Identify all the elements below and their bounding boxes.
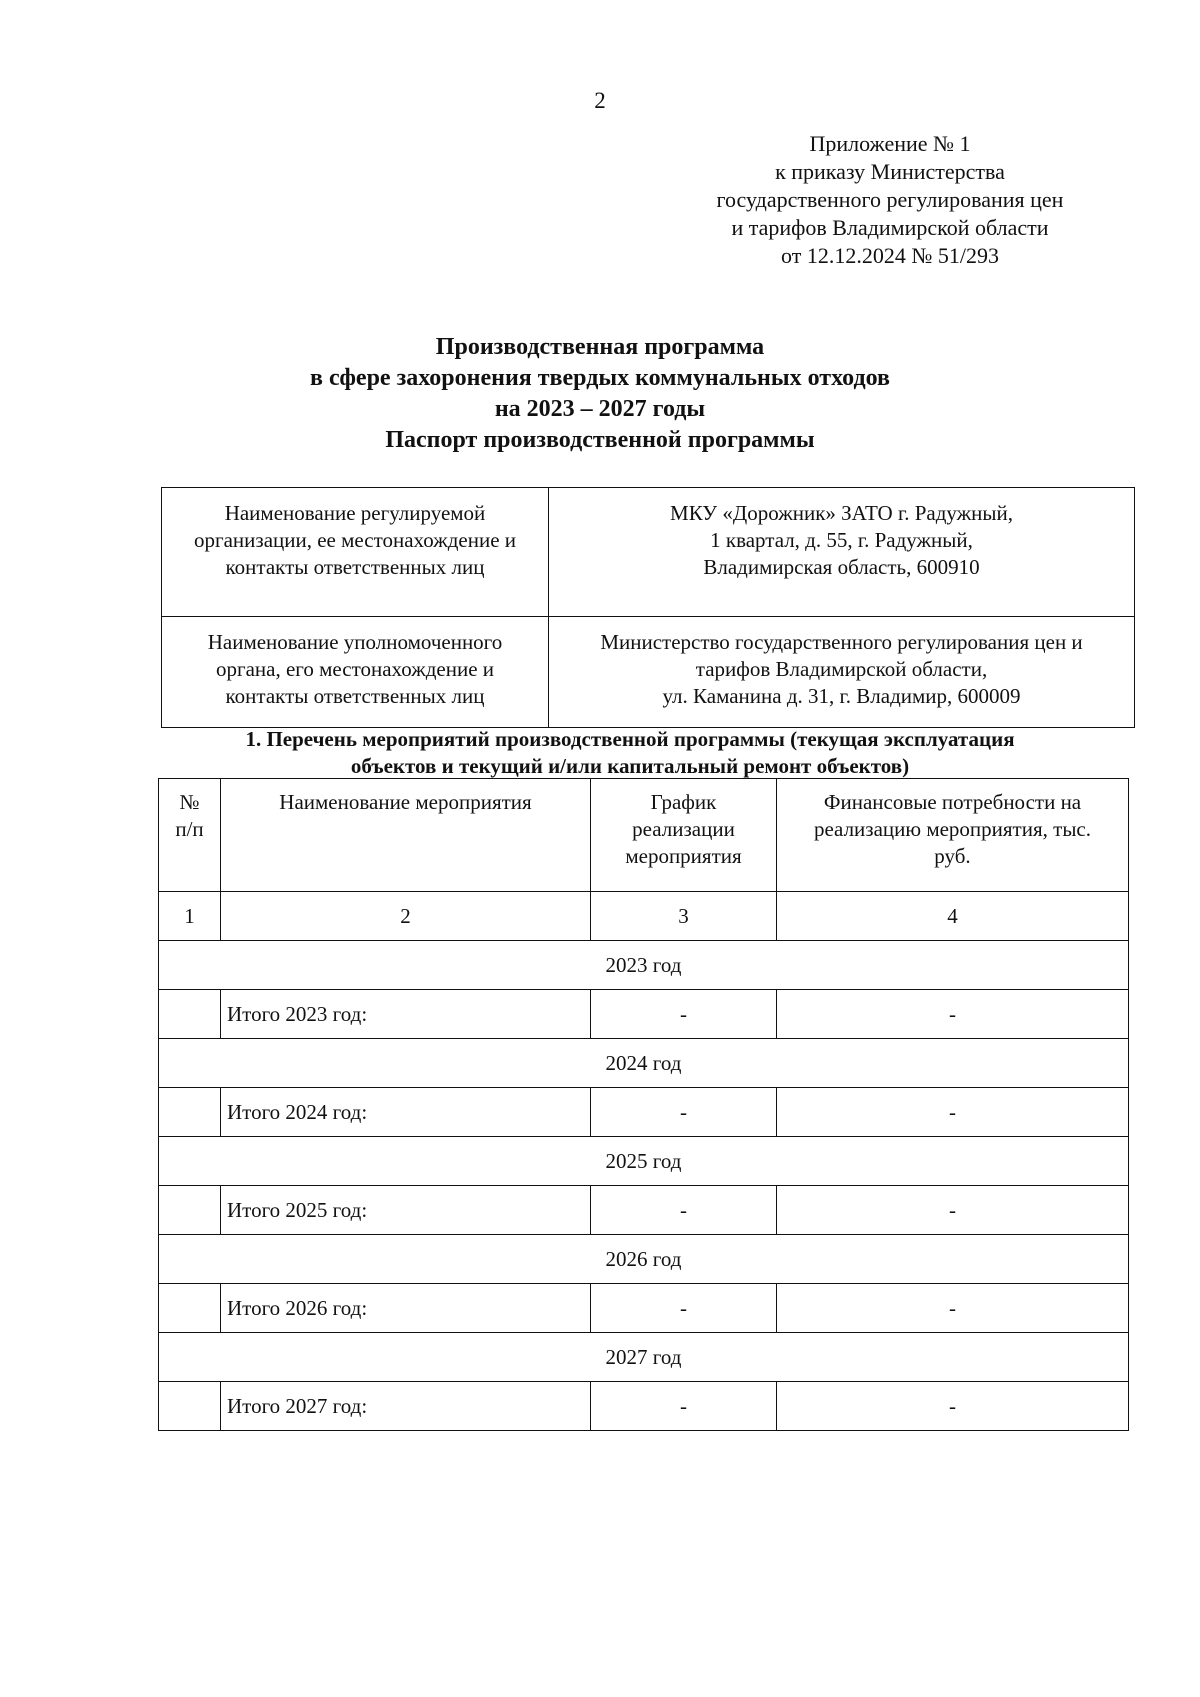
appendix-line: к приказу Министерства (775, 159, 1005, 184)
section-title-line: объектов и текущий и/или капитальный ремонт объектов) (350, 754, 910, 778)
cell-line: Министерство государственного регулирования цен и (600, 630, 1083, 654)
column-number: 1 (159, 892, 221, 941)
total-row (159, 1382, 1129, 1431)
year-label: 2023 год (159, 941, 1129, 990)
header-line: График (650, 790, 717, 814)
total-schedule: - (591, 1186, 777, 1235)
total-num-cell (159, 1088, 221, 1137)
passport-label-cell (162, 488, 549, 617)
year-row (159, 1333, 1129, 1382)
passport-table (161, 487, 1135, 728)
total-finance: - (777, 1284, 1129, 1333)
header-num (159, 779, 221, 892)
total-finance: - (777, 1382, 1129, 1431)
appendix-block (700, 130, 1080, 270)
cell-line: контакты ответственных лиц (225, 555, 485, 579)
year-label: 2027 год (159, 1333, 1129, 1382)
header-name (221, 779, 591, 892)
total-label: Итого 2025 год: (221, 1186, 591, 1235)
header-finance (777, 779, 1129, 892)
cell-line: организации, ее местонахождение и (193, 528, 517, 552)
total-label: Итого 2024 год: (221, 1088, 591, 1137)
year-label: 2026 год (159, 1235, 1129, 1284)
total-schedule: - (591, 1382, 777, 1431)
total-schedule: - (591, 990, 777, 1039)
title-line: в сфере захоронения твердых коммунальных отходов (310, 365, 890, 391)
column-number-row (159, 892, 1129, 941)
header-line: Финансовые потребности на (823, 790, 1082, 814)
total-row (159, 990, 1129, 1039)
document-title (0, 332, 1200, 456)
total-num-cell (159, 1284, 221, 1333)
passport-value-cell (549, 617, 1135, 728)
header-line: руб. (934, 844, 971, 868)
cell-line: Наименование уполномоченного (207, 630, 503, 654)
header-line: Наименование мероприятия (279, 790, 532, 814)
title-line: Производственная программа (435, 334, 765, 360)
cell-line: органа, его местонахождение и (215, 657, 495, 681)
total-label: Итого 2027 год: (221, 1382, 591, 1431)
cell-line: МКУ «Дорожник» ЗАТО г. Радужный, (670, 501, 1013, 525)
total-label: Итого 2026 год: (221, 1284, 591, 1333)
title-line: на 2023 – 2027 годы (494, 396, 706, 422)
cell-line: тарифов Владимирской области, (695, 657, 988, 681)
section-title-line: 1. Перечень мероприятий производственной программы (текущая эксплуатация (245, 727, 1015, 751)
appendix-line: Приложение № 1 (809, 131, 971, 156)
cell-line: 1 квартал, д. 55, г. Радужный, (710, 528, 973, 552)
total-finance: - (777, 1186, 1129, 1235)
total-row (159, 1088, 1129, 1137)
appendix-line: государственного регулирования цен (716, 187, 1064, 212)
total-finance: - (777, 990, 1129, 1039)
year-label: 2024 год (159, 1039, 1129, 1088)
year-row (159, 1235, 1129, 1284)
cell-line: Наименование регулируемой (224, 501, 486, 525)
events-table (158, 778, 1129, 1431)
header-line: мероприятия (625, 844, 742, 868)
cell-line: ул. Каманина д. 31, г. Владимир, 600009 (662, 684, 1021, 708)
column-number: 3 (591, 892, 777, 941)
year-row (159, 1039, 1129, 1088)
total-num-cell (159, 1382, 221, 1431)
total-num-cell (159, 990, 221, 1039)
total-label: Итого 2023 год: (221, 990, 591, 1039)
table-header-row (159, 779, 1129, 892)
year-row (159, 941, 1129, 990)
total-finance: - (777, 1088, 1129, 1137)
passport-row-authority (162, 617, 1135, 728)
cell-line: Владимирская область, 600910 (703, 555, 980, 579)
header-line: реализации (632, 817, 735, 841)
year-row (159, 1137, 1129, 1186)
appendix-line: от 12.12.2024 № 51/293 (781, 243, 999, 268)
passport-row-organization (162, 488, 1135, 617)
page-number: 2 (594, 88, 606, 113)
year-label: 2025 год (159, 1137, 1129, 1186)
header-line: п/п (175, 817, 204, 841)
header-schedule (591, 779, 777, 892)
header-line: № (179, 790, 200, 814)
total-row (159, 1186, 1129, 1235)
passport-heading: Паспорт производственной программы (385, 427, 815, 453)
header-line: реализацию мероприятия, тыс. (813, 817, 1091, 841)
passport-label-cell (162, 617, 549, 728)
total-num-cell (159, 1186, 221, 1235)
column-number: 2 (221, 892, 591, 941)
total-row (159, 1284, 1129, 1333)
total-schedule: - (591, 1088, 777, 1137)
section-1-title (150, 726, 1110, 780)
cell-line: контакты ответственных лиц (225, 684, 485, 708)
appendix-line: и тарифов Владимирской области (731, 215, 1049, 240)
column-number: 4 (777, 892, 1129, 941)
total-schedule: - (591, 1284, 777, 1333)
passport-value-cell (549, 488, 1135, 617)
